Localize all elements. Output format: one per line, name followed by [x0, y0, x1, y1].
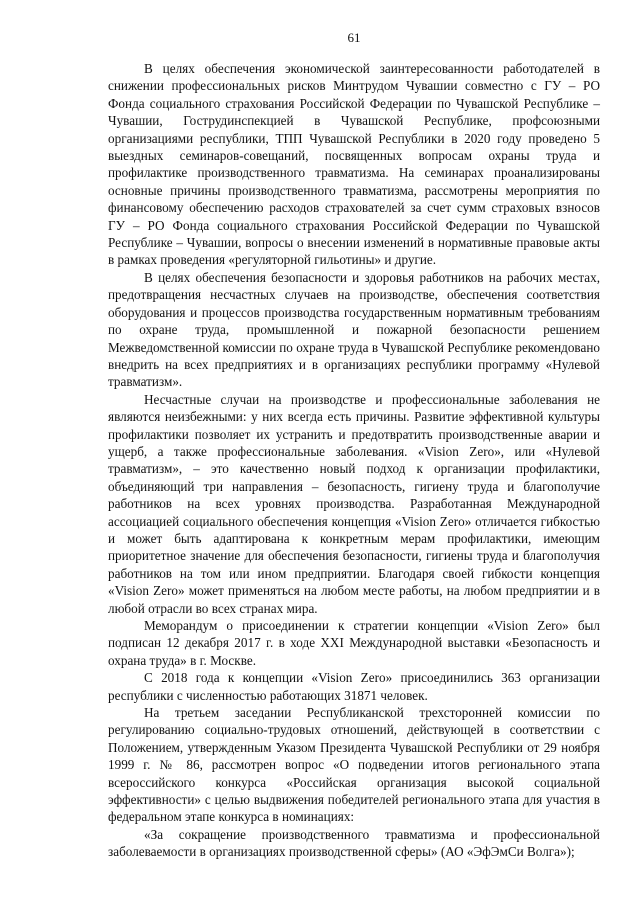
paragraph-vision-zero-concept: Несчастные случаи на производстве и профессиональные заболевания не являются неизбежными: у них всегда есть причины. Развитие эффективной культуры профилактики позволяет их устранить и предотвратить производственные аварии и ущерб, а также профессиональные заболевания. «Vision Zero», или «Нулевой травматизм», – это качественно новый подход к организации профилактики, объединяющий три направления – безопасность, гигиену труда и благополучие работников на всех уровнях производства. Разработанная Международной ассоциацией социального обеспечения концепция «Vision Zero» отличается гибкостью и может быть адаптирована к конкретным мерам профилактики, имеющим приоритетное значение для обеспечения безопасности, гигиены труда и благополучия работников на том или ином предприятии. Благодаря своей гибкости концепция «Vision Zero» может применяться на любом месте работы, на любом предприятии и в любой отрасли во всех странах мира. [108, 391, 600, 616]
paragraph-joined-organizations: С 2018 года к концепции «Vision Zero» присоединились 363 организации республики с численностью работающих 31871 человек. [108, 670, 600, 703]
paragraph-tripartite-commission: На третьем заседании Республиканской трехсторонней комиссии по регулированию социально-трудовых отношений, действующей в соответствии с Положением, утвержденным Указом Президента Чувашской Республики от 29 ноября 1999 г. № 86, рассмотрен вопрос «О подведении итогов регионального этапа всероссийского конкурса «Российская организация высокой социальной эффективности» с целью выдвижения победителей регионального этапа для участия в федеральном этапе конкурса в номинациях: [108, 705, 600, 825]
page-number: 61 [347, 30, 361, 45]
paragraph-nomination: «За сокращение производственного травматизма и профессиональной заболеваемости в организациях производственной сферы» (АО «ЭфЭмСи Волга»); [108, 826, 600, 860]
paragraph-economic-interest: В целях обеспечения экономической заинтересованности работодателей в снижении профессиональных рисков Минтрудом Чувашии совместно с ГУ – РО Фонда социального страхования Российской Федерации по Чувашской Республике – Чувашии, Гострудинспекцией в Чувашской Республике, профсоюзными организациями республики, ТПП Чувашской Республики в 2020 году проведено 5 выездных семинаров-совещаний, посвященных вопросам охраны труда и профилактике производственного травматизма. На семинарах проанализированы основные причины производственного травматизма, рассмотрены мероприятия по финансовому обеспечению расходов страхователей за счет сумм страховых взносов ГУ – РО Фонда социального страхования Российской Федерации по Чувашской Республике – Чувашии, вопросы о внесении изменений в нормативные правовые акты в рамках проведения «регуляторной гильотины» и другие. [108, 61, 600, 268]
paragraph-zero-injury-program: В целях обеспечения безопасности и здоровья работников на рабочих местах, предотвращения несчастных случаев на производстве, обеспечения соответствия оборудования и процессов производства государственным нормативным требованиям по охране труда, промышленной и пожарной безопасности решением Межведомственной комиссии по охране труда в Чувашской Республике рекомендовано внедрить на всех предприятиях и в организациях республики программу «Нулевой травматизм». [108, 269, 600, 390]
paragraph-memorandum: Меморандум о присоединении к стратегии концепции «Vision Zero» был подписан 12 декабря 2017 г. в ходе XXI Международной выставки «Безопасность и охрана труда» в г. Москве. [108, 618, 600, 668]
